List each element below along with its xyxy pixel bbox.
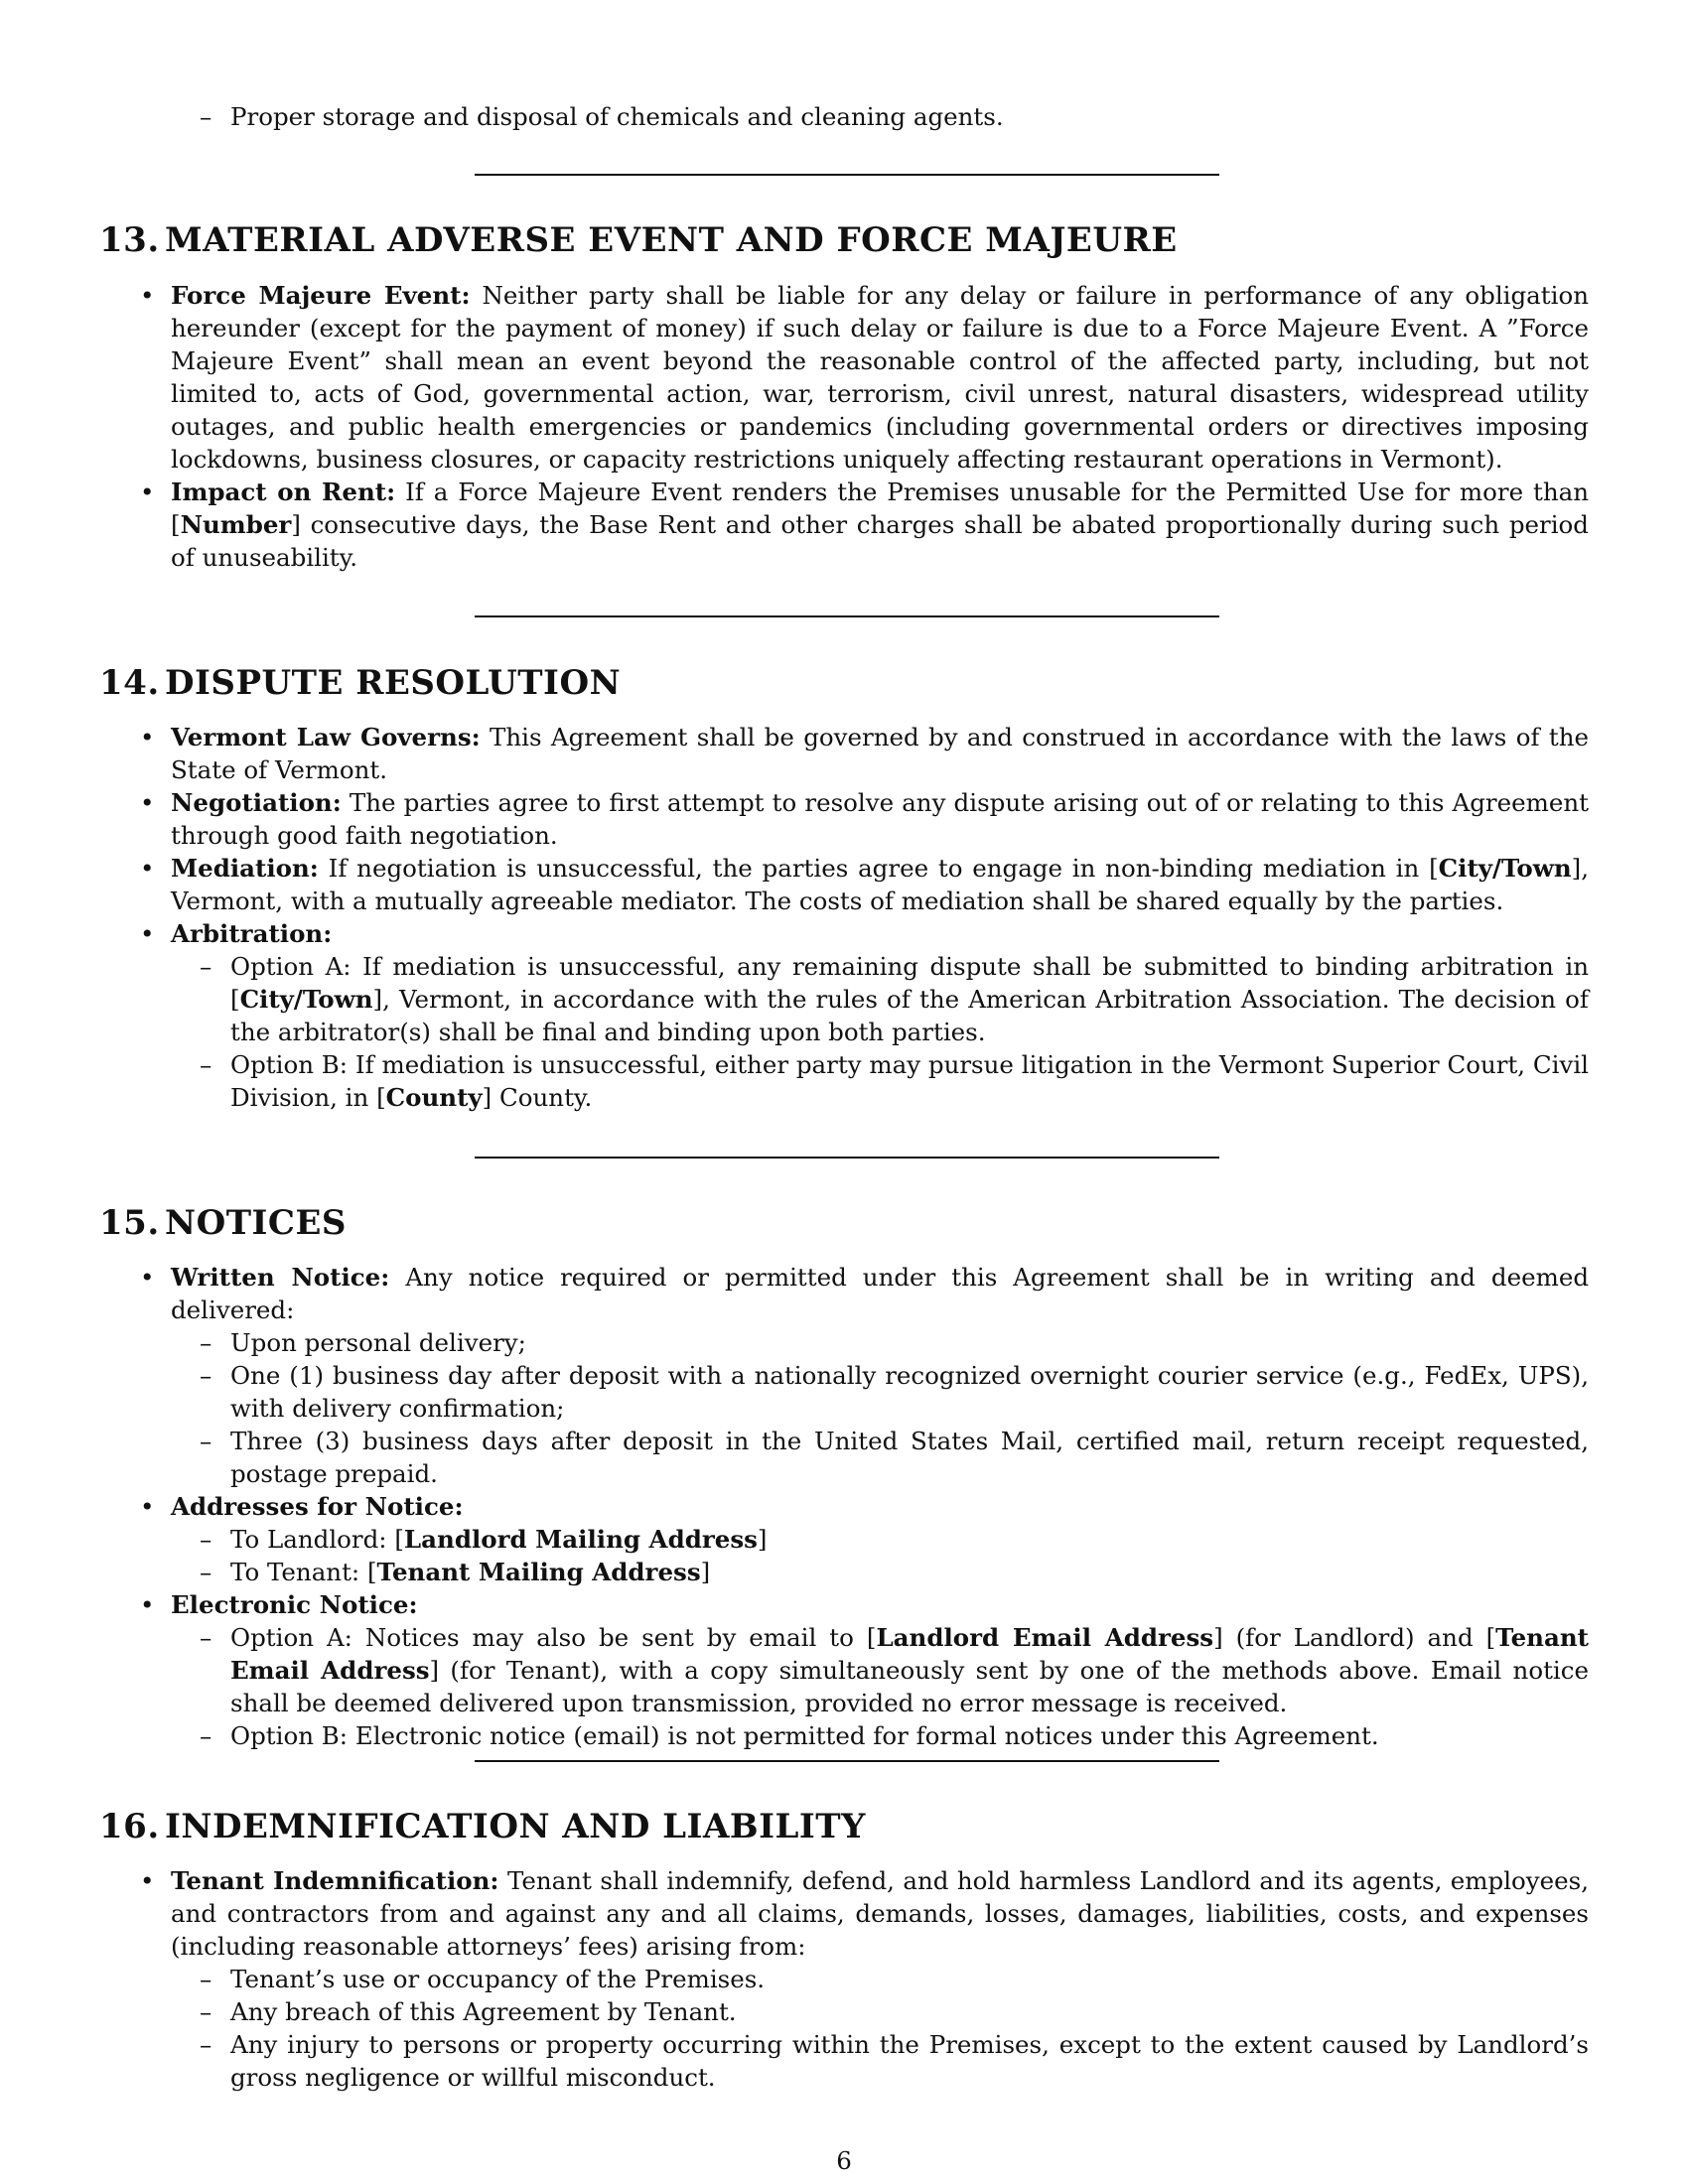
page-number: 6	[836, 2146, 852, 2175]
list-item: – One (1) business day after deposit with a nationally recognized overnight courier service (e.g., FedEx, UPS), with delivery confirmation;	[99, 1359, 1589, 1425]
section-15-body	[99, 1261, 1589, 1752]
section-13-body	[99, 279, 1589, 574]
section-16-body	[99, 1864, 1589, 2094]
list-item: – Option B: Electronic notice (email) is not permitted for formal notices under this Agreement.	[99, 1719, 1589, 1752]
list-item: – Proper storage and disposal of chemicals and cleaning agents.	[99, 100, 1589, 133]
list-item: – Option B: If mediation is unsuccessful, either party may pursue litigation in the Vermont Superior Court, Civil Division, in [County] County.	[99, 1048, 1589, 1114]
list-item: • Addresses for Notice:	[99, 1490, 1589, 1523]
list-item: • Force Majeure Event: Neither party shall be liable for any delay or failure in performance of any obligation hereunder (except for the payment of money) if such delay or failure is due to a Force Majeure Event. A ”Force Majeure Event” shall mean an event beyond the reasonable control of the affected party, including, but not limited to, acts of God, governmental action, war, terrorism, civil unrest, natural disasters, widespread utility outages, and public health emergencies or pandemics (including governmental orders or directives imposing lockdowns, business closures, or capacity restrictions uniquely affecting restaurant operations in Vermont).	[99, 279, 1589, 476]
section-divider	[475, 1157, 1219, 1159]
list-item: • Written Notice: Any notice required or permitted under this Agreement shall be in writing and deemed delivered:	[99, 1261, 1589, 1326]
list-item: • Tenant Indemnification: Tenant shall indemnify, defend, and hold harmless Landlord and its agents, employees, and contractors from and against any and all claims, demands, losses, damages, liabilities, costs, and expenses (including reasonable attorneys’ fees) arising from:	[99, 1864, 1589, 1963]
list-item: • Vermont Law Governs: This Agreement shall be governed by and construed in accordance with the laws of the State of Vermont.	[99, 721, 1589, 786]
list-item: • Negotiation: The parties agree to first attempt to resolve any dispute arising out of or relating to this Agreement through good faith negotiation.	[99, 786, 1589, 852]
list-item: – Three (3) business days after deposit in the United States Mail, certified mail, return receipt requested, postage prepaid.	[99, 1425, 1589, 1490]
list-item: – Tenant’s use or occupancy of the Premises.	[99, 1963, 1589, 1995]
list-item: – Any breach of this Agreement by Tenant.	[99, 1995, 1589, 2028]
section-divider	[475, 1760, 1219, 1762]
section-divider	[475, 615, 1219, 617]
section-heading-15: 15. NOTICES	[99, 1203, 347, 1243]
section-heading-13: 13. MATERIAL ADVERSE EVENT AND FORCE MAJEURE	[99, 220, 1178, 260]
section-14-body	[99, 721, 1589, 1114]
list-item: – Any injury to persons or property occurring within the Premises, except to the extent caused by Landlord’s gross negligence or willful misconduct.	[99, 2028, 1589, 2094]
list-item: • Mediation: If negotiation is unsuccessful, the parties agree to engage in non-binding mediation in [City/Town], Vermont, with a mutually agreeable mediator. The costs of mediation shall be shared equally by the parties.	[99, 852, 1589, 917]
list-item: • Arbitration:	[99, 917, 1589, 950]
list-item: – Upon personal delivery;	[99, 1326, 1589, 1359]
section-heading-16: 16. INDEMNIFICATION AND LIABILITY	[99, 1807, 866, 1846]
list-item: • Electronic Notice:	[99, 1588, 1589, 1621]
list-item: – To Landlord: [Landlord Mailing Address]	[99, 1523, 1589, 1556]
list-item: • Impact on Rent: If a Force Majeure Event renders the Premises unusable for the Permitted Use for more than [Number] consecutive days, the Base Rent and other charges shall be abated proportionally during such period of unuseability.	[99, 476, 1589, 574]
list-item: – Option A: If mediation is unsuccessful, any remaining dispute shall be submitted to binding arbitration in [City/Town], Vermont, in accordance with the rules of the American Arbitration Association. The decision of the arbitrator(s) shall be final and binding upon both parties.	[99, 950, 1589, 1048]
carryover-list	[99, 100, 1589, 133]
section-divider	[475, 174, 1219, 176]
list-item: – To Tenant: [Tenant Mailing Address]	[99, 1556, 1589, 1588]
section-heading-14: 14. DISPUTE RESOLUTION	[99, 663, 622, 703]
list-item: – Option A: Notices may also be sent by email to [Landlord Email Address] (for Landlord) and [Tenant Email Address] (for Tenant), with a copy simultaneously sent by one of the methods above. Email notice shall be deemed delivered upon transmission, provided no error message is received.	[99, 1621, 1589, 1719]
